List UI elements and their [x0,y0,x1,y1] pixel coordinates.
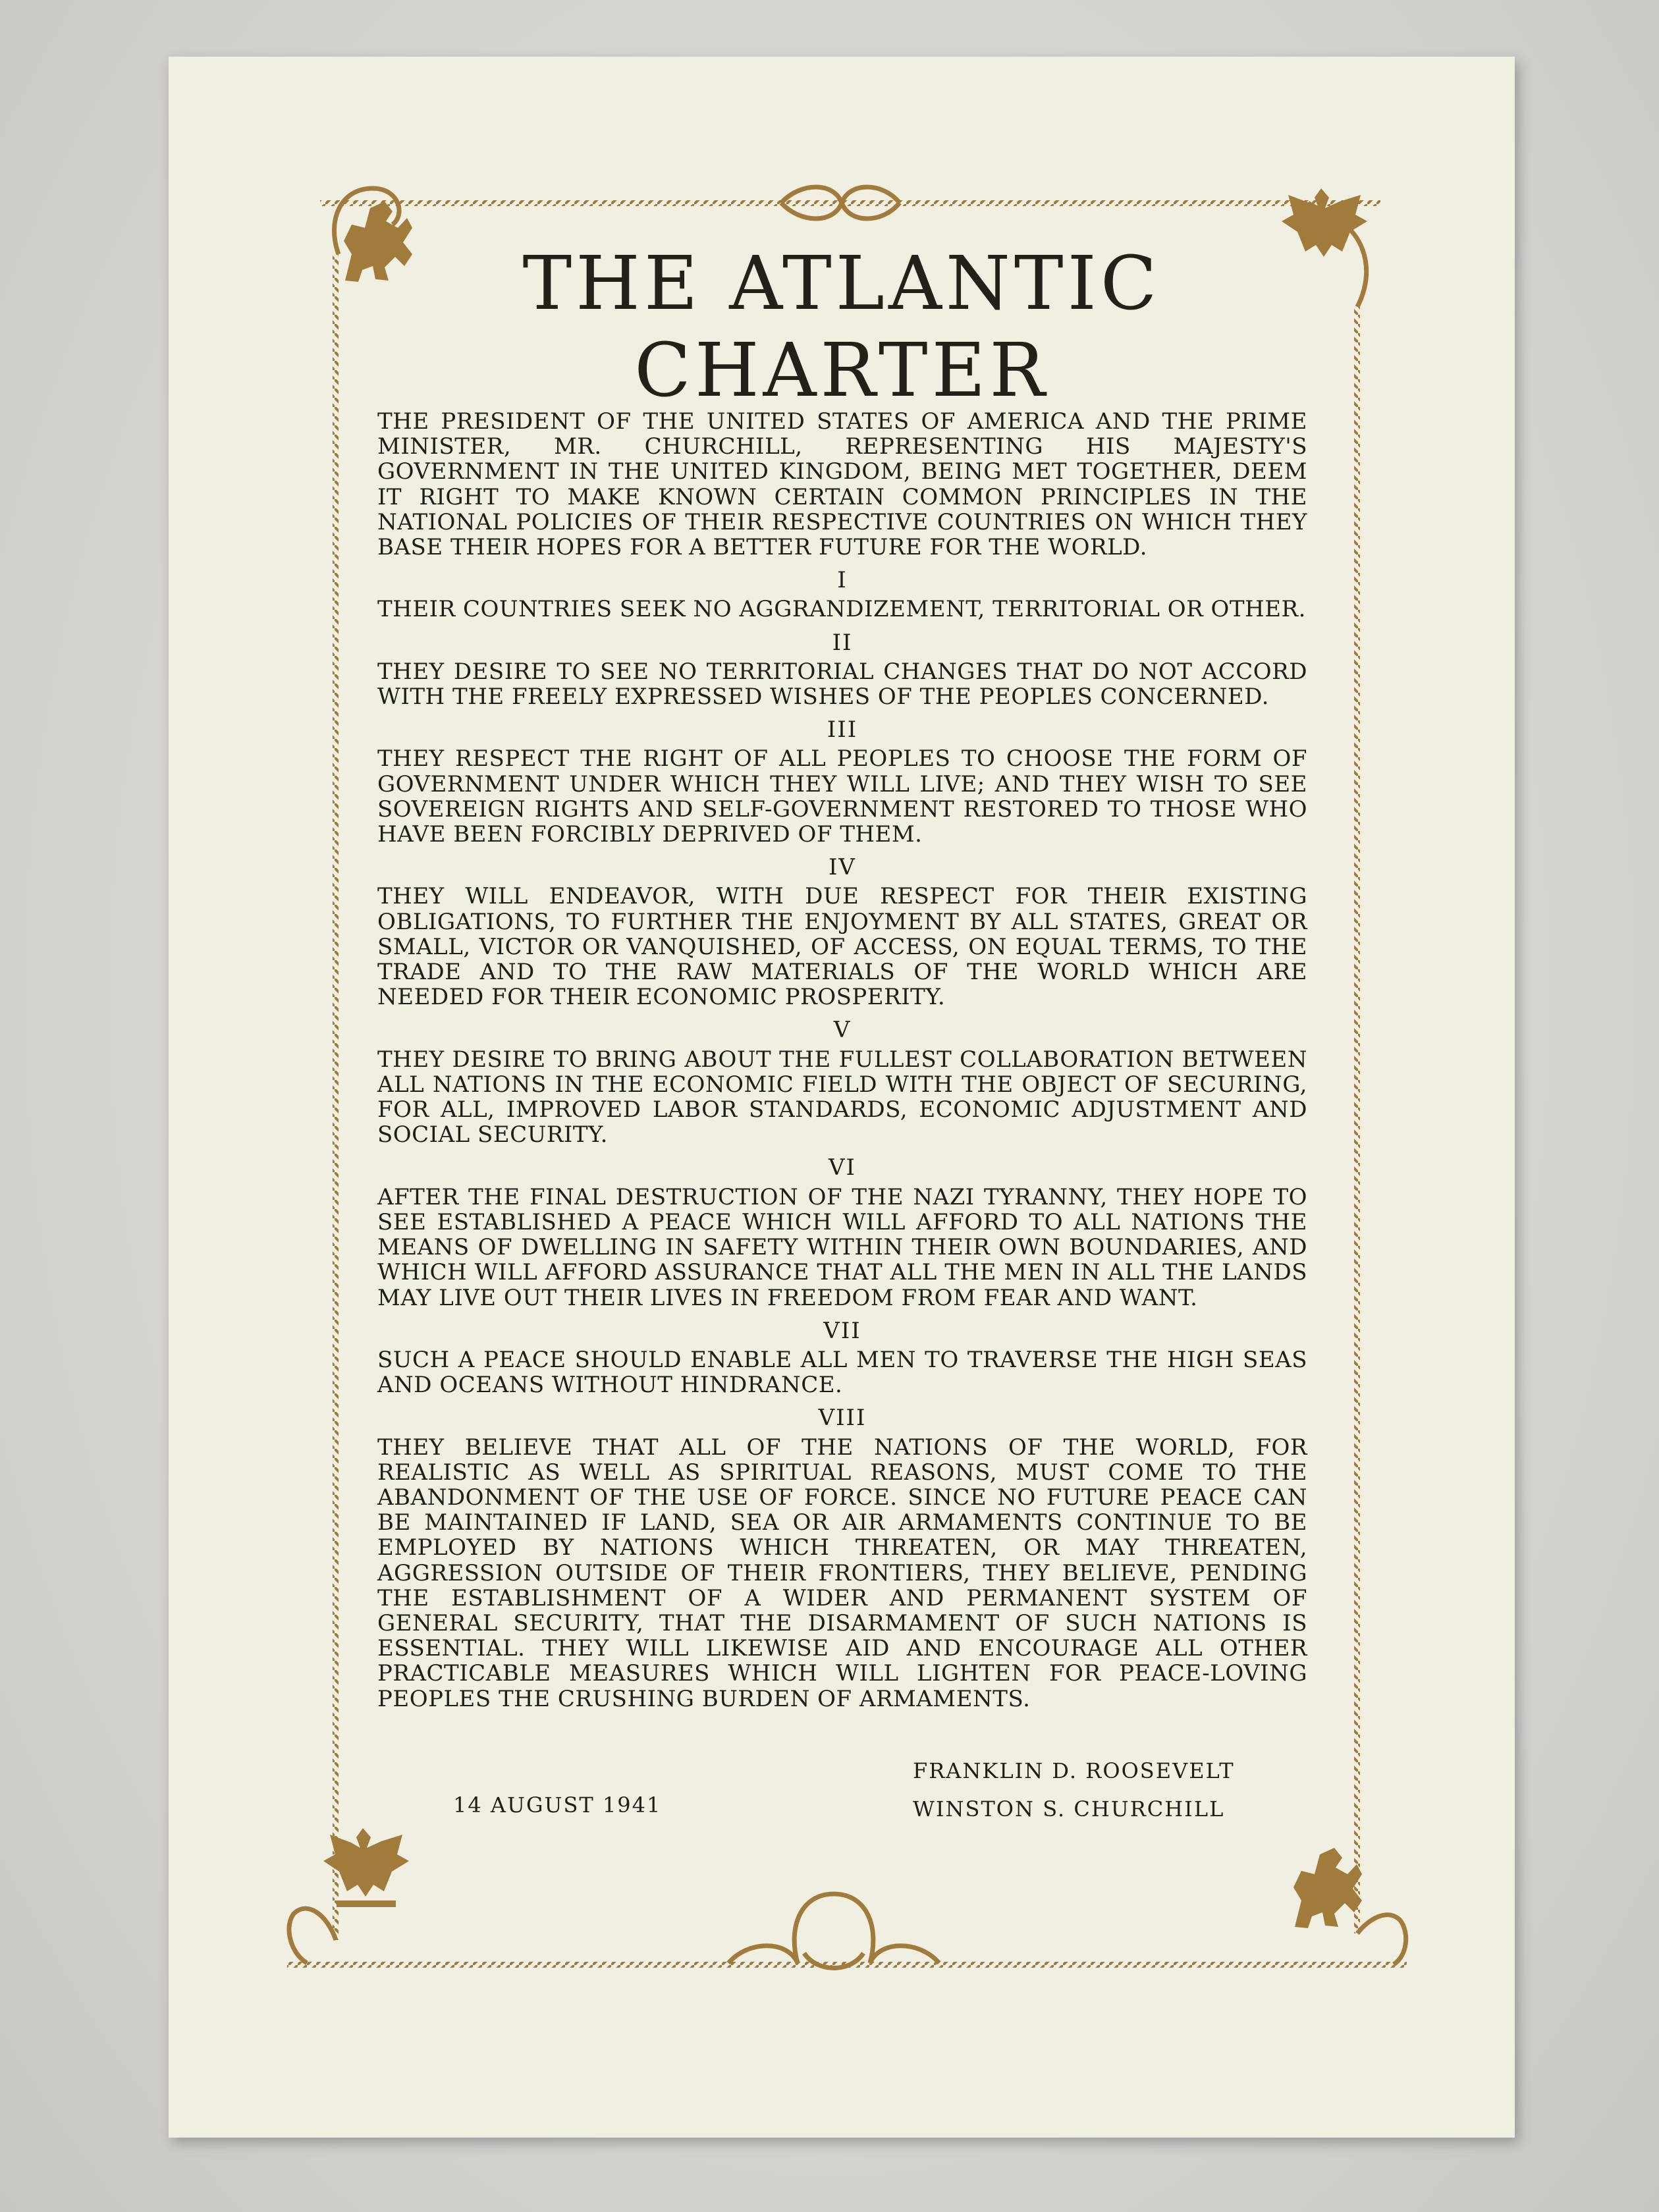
article-text: SUCH A PEACE SHOULD ENABLE ALL MEN TO TRAVERSE THE HIGH SEAS AND OCEANS WITHOUT HINDRANCE. [377,1346,1307,1399]
article-numeral: VI [829,1154,856,1181]
corner-curl-bottom-right [1357,1915,1406,1964]
rope-right [1354,307,1360,1933]
rope-top [320,200,1380,206]
article-numeral: I [837,567,848,594]
charter-sheet [169,57,1515,2138]
signing-date: 14 AUGUST 1941 [453,1793,662,1818]
article-text: THEY RESPECT THE RIGHT OF ALL PEOPLES TO CHOOSE THE FORM OF GOVERNMENT UNDER WHICH THEY WILL LIVE; AND THEY WISH TO SEE SOVEREIGN RIGHTS AND SELF-GOVERNMENT RESTORED TO THOSE WHO HAVE BEEN FORCIBLY DEPRIVED OF THEM. [377,745,1307,848]
charter-body [377,409,1307,1712]
article-text: AFTER THE FINAL DESTRUCTION OF THE NAZI TYRANNY, THEY HOPE TO SEE ESTABLISHED A PEACE WHICH WILL AFFORD TO ALL NATIONS THE MEANS OF DWELLING IN SAFETY WITHIN THEIR OWN BOUNDARIES, AND WHICH WILL AFFORD ASSURANCE THAT ALL THE MEN IN ALL THE LANDS MAY LIVE OUT THEIR LIVES IN FREEDOM FROM FEAR AND WANT. [377,1183,1307,1311]
article-text: THEY DESIRE TO SEE NO TERRITORIAL CHANGES THAT DO NOT ACCORD WITH THE FREELY EXPRESSED WISHES OF THE PEOPLES CONCERNED. [377,658,1307,711]
rope-left [333,254,339,1940]
article-numeral: VII [823,1317,861,1344]
rope-knot-bottom [728,1894,939,1968]
lion-rampant-emblem [1293,1848,1362,1928]
signatories-block [913,1752,1235,1828]
article-numeral: III [827,716,858,743]
article-numeral: II [832,629,853,656]
article-numeral: IV [829,854,856,881]
corner-curl-bottom-left [289,1908,336,1963]
signatory-name: FRANKLIN D. ROOSEVELT [913,1758,1235,1783]
signatory-name: WINSTON S. CHURCHILL [913,1796,1225,1821]
article-text: THEIR COUNTRIES SEEK NO AGGRANDIZEMENT, TERRITORIAL OR OTHER. [377,596,1306,623]
preamble: THE PRESIDENT OF THE UNITED STATES OF AMERICA AND THE PRIME MINISTER, MR. CHURCHILL, REPRESENTING HIS MAJESTY'S GOVERNMENT IN THE UNITED KINGDOM, BEING MET TOGETHER, DEEM IT RIGHT TO MAKE KNOWN CERTAIN COMMON PRINCIPLES IN THE NATIONAL POLICIES OF THEIR RESPECTIVE COUNTRIES ON WHICH THEY BASE THEIR HOPES FOR A BETTER FUTURE FOR THE WORLD. [377,408,1307,561]
article-numeral: V [833,1017,852,1044]
article-text: THEY WILL ENDEAVOR, WITH DUE RESPECT FOR THEIR EXISTING OBLIGATIONS, TO FURTHER THE ENJOYMENT BY ALL STATES, GREAT OR SMALL, VICTOR OR VANQUISHED, OF ACCESS, ON EQUAL TERMS, TO THE TRADE AND TO THE RAW MATERIALS OF THE WORLD WHICH ARE NEEDED FOR THEIR ECONOMIC PROSPERITY. [377,883,1307,1011]
article-text: THEY DESIRE TO BRING ABOUT THE FULLEST COLLABORATION BETWEEN ALL NATIONS IN THE ECONOMIC FIELD WITH THE OBJECT OF SECURING, FOR ALL, IMPROVED LABOR STANDARDS, ECONOMIC ADJUSTMENT AND SOCIAL SECURITY. [377,1046,1307,1148]
document-title-line-1: THE ATLANTIC [522,241,1161,327]
article-text: THEY BELIEVE THAT ALL OF THE NATIONS OF THE WORLD, FOR REALISTIC AS WELL AS SPIRITUAL REASONS, MUST COME TO THE ABANDONMENT OF THE USE OF FORCE. SINCE NO FUTURE PEACE CAN BE MAINTAINED IF LAND, SEA OR AIR ARMAMENTS CONTINUE TO BE EMPLOYED BY NATIONS WHICH THREATEN, OR MAY THREATEN, AGGRESSION OUTSIDE OF THEIR FRONTIERS, THEY BELIEVE, PENDING THE ESTABLISHMENT OF A WIDER AND PERMANENT SYSTEM OF GENERAL SECURITY, THAT THE DISARMAMENT OF SUCH NATIONS IS ESSENTIAL. THEY WILL LIKEWISE AID AND ENCOURAGE ALL OTHER PRACTICABLE MEASURES WHICH WILL LIGHTEN FOR PEACE-LOVING PEOPLES THE CRUSHING BURDEN OF ARMAMENTS. [377,1434,1307,1712]
document-title-line-2: CHARTER [634,328,1049,414]
article-numeral: VIII [818,1405,867,1432]
